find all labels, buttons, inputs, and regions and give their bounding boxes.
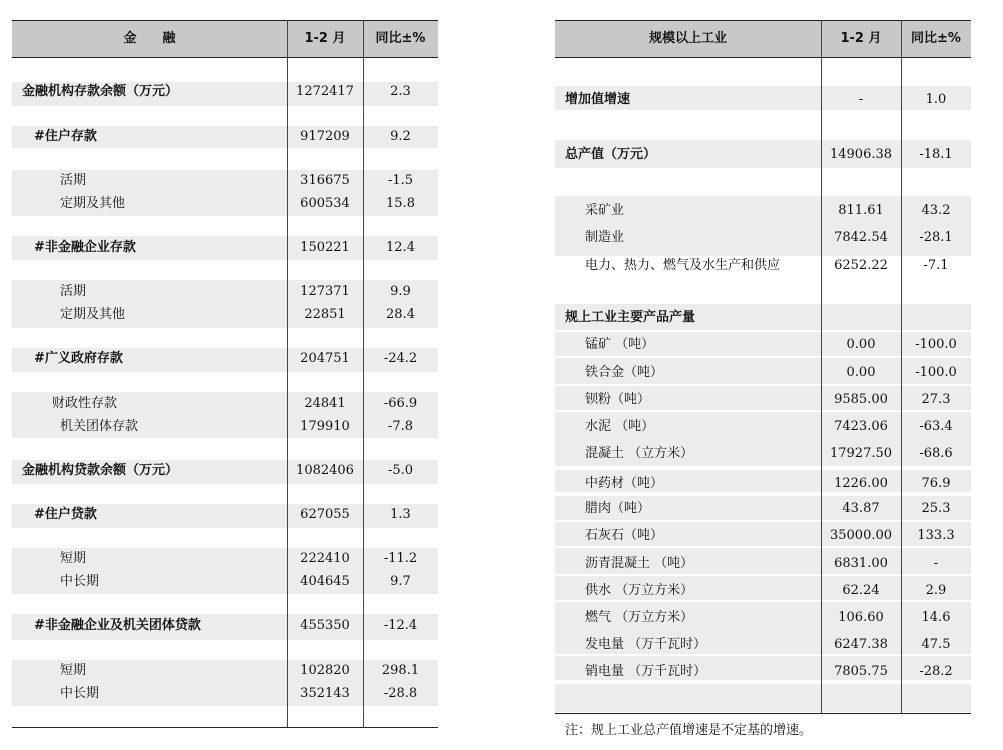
row-value: 9585.00 [834,392,888,407]
finance-header-name: 金 融 [123,31,176,46]
finance-bottom-rule [12,727,438,728]
row-yoy: 298.1 [381,663,420,678]
row-value: 106.60 [838,610,884,625]
row-label: 金融机构存款余额（万元） [22,84,179,99]
row-yoy: 47.5 [921,637,951,652]
finance-col-divider-1 [287,20,288,728]
row-yoy: 27.3 [921,392,951,407]
row-label: 铁合金（吨） [585,365,664,380]
row-value: 7842.54 [834,230,888,245]
row-value: 811.61 [838,203,884,218]
row-value: 455350 [300,618,350,633]
row-value: 352143 [300,686,350,701]
row-yoy: 28.4 [386,307,415,322]
row-yoy: -100.0 [915,337,957,352]
row-value: 316675 [300,173,350,188]
row-label: 燃气 （万立方米） [585,610,694,625]
row-label: 总产值（万元） [565,147,657,162]
row-yoy: 9.9 [390,284,411,299]
row-yoy: -28.8 [383,686,418,701]
industry-col-divider-1 [821,20,822,714]
industry-bottom-rule [555,713,971,714]
row-yoy: 15.8 [386,196,415,211]
row-value: 0.00 [846,337,876,352]
row-value: 222410 [300,551,350,566]
row-label: #非金融企业及机关团体贷款 [34,618,201,633]
footnote: 注：规上工业总产值增速是不定基的增速。 [565,723,813,738]
row-yoy: -7.8 [387,419,414,434]
row-label: 定期及其他 [60,196,126,211]
row-label: #住户贷款 [34,507,97,522]
row-yoy: 1.3 [390,507,411,522]
row-value: 24841 [304,396,346,411]
row-label: 中药材（吨） [585,476,664,491]
row-value: 6831.00 [834,556,888,571]
row-yoy: 43.2 [921,203,951,218]
row-label: 活期 [60,284,87,299]
row-value: 179910 [300,419,350,434]
row-yoy: -12.4 [383,618,418,633]
industry-row-band [555,684,971,712]
row-label: #非金融企业存款 [34,240,136,255]
row-value: 43.87 [842,501,880,516]
row-label: 制造业 [585,230,625,245]
row-yoy: -11.2 [383,551,418,566]
row-label: #住户存款 [34,129,97,144]
row-label: 规上工业主要产品产量 [565,310,696,325]
row-value: 1272417 [296,84,354,99]
row-value: 627055 [300,507,350,522]
industry-col-divider-2 [901,20,902,714]
industry-header-yoy: 同比±% [911,31,961,46]
row-yoy: 25.3 [921,501,951,516]
row-value: 17927.50 [829,446,893,461]
row-label: 增加值增速 [565,92,631,107]
row-yoy: - [933,556,939,571]
industry-header-name: 规模以上工业 [648,31,727,46]
row-label: 金融机构贷款余额（万元） [22,463,179,478]
row-value: 35000.00 [829,528,893,543]
row-yoy: 133.3 [917,528,955,543]
row-value: - [858,92,864,107]
row-value: 6247.38 [834,637,888,652]
row-value: 14906.38 [829,147,893,162]
row-yoy: 12.4 [386,240,415,255]
row-value: 6252.22 [834,258,888,273]
row-value: 404645 [300,574,350,589]
row-label: 财政性存款 [52,396,118,411]
row-value: 127371 [300,284,350,299]
row-label: 中长期 [60,574,100,589]
row-yoy: 14.6 [921,610,951,625]
row-yoy: -63.4 [919,419,953,434]
row-yoy: 1.0 [925,92,947,107]
row-yoy: -28.1 [919,230,953,245]
row-yoy: 9.7 [390,574,411,589]
finance-table-header [12,20,438,58]
row-label: 钡粉（吨） [585,392,651,407]
row-label: 水泥 （吨） [585,419,655,434]
row-label: 机关团体存款 [60,419,139,434]
row-value: 22851 [304,307,346,322]
row-value: 1226.00 [834,476,888,491]
row-yoy: 2.9 [925,583,947,598]
row-value: 150221 [300,240,350,255]
row-yoy: 2.3 [390,84,411,99]
row-yoy: -68.6 [919,446,953,461]
row-label: 石灰石（吨） [585,528,664,543]
row-label: 活期 [60,173,87,188]
row-value: 0.00 [846,365,876,380]
finance-table [12,20,438,732]
row-yoy: -7.1 [923,258,949,273]
finance-header-yoy: 同比±% [375,31,426,46]
row-value: 102820 [300,663,350,678]
row-yoy: 76.9 [921,476,951,491]
row-value: 62.24 [842,583,880,598]
industry-header-period: 1-2 月 [840,31,882,46]
industry-table-header [555,20,971,58]
row-value: 204751 [300,351,350,366]
row-label: 销电量 （万千瓦时） [585,664,707,679]
row-label: 电力、热力、燃气及水生产和供应 [585,258,781,273]
row-yoy: -24.2 [383,351,418,366]
finance-col-divider-2 [363,20,364,728]
row-label: 混凝土 （立方米） [585,446,694,461]
row-label: #广义政府存款 [34,351,123,366]
row-yoy: -28.2 [919,664,953,679]
row-label: 腊肉（吨） [585,501,651,516]
finance-header-period: 1-2 月 [304,31,346,46]
row-yoy: -18.1 [919,147,953,162]
row-label: 沥青混凝土 （吨） [585,556,694,571]
industry-table [555,20,971,716]
row-label: 发电量 （万千瓦时） [585,637,707,652]
row-label: 供水 （万立方米） [585,583,694,598]
row-label: 短期 [60,551,87,566]
row-label: 锰矿 （吨） [585,337,655,352]
row-label: 短期 [60,663,87,678]
row-label: 中长期 [60,686,100,701]
row-value: 917209 [300,129,350,144]
row-value: 600534 [300,196,350,211]
row-label: 采矿业 [585,203,625,218]
row-yoy: -1.5 [387,173,414,188]
row-value: 1082406 [296,463,354,478]
row-label: 定期及其他 [60,307,126,322]
row-yoy: 9.2 [390,129,411,144]
row-yoy: -66.9 [383,396,418,411]
row-yoy: -5.0 [387,463,414,478]
row-value: 7805.75 [834,664,888,679]
row-yoy: -100.0 [915,365,957,380]
row-value: 7423.06 [834,419,888,434]
